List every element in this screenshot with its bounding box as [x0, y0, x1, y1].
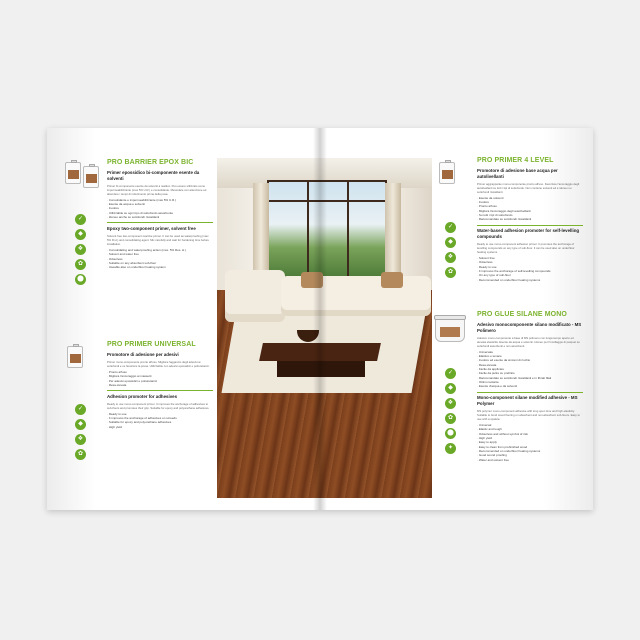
feature-icon: ◆	[75, 229, 86, 240]
list-item: · Utilizzabile su ogni tipo di sottofondo assorbente	[107, 211, 213, 215]
list-item: · High yield	[477, 436, 583, 440]
product-title: PRO PRIMER 4 LEVEL	[477, 157, 554, 164]
list-item: · Suitable for epoxy and polyurethane adhesives	[107, 420, 213, 424]
list-item: · Idoneo anche su sottofondi riscaldanti	[107, 215, 213, 219]
feature-list-it	[477, 196, 583, 222]
list-item: · Raccomandato su sottofondi riscaldanti e in fibrati filati	[477, 376, 583, 380]
product-subtitle-en: Adhesion promoter for adhesives	[107, 393, 178, 399]
feature-list-it	[107, 198, 213, 220]
photo-armchair	[225, 270, 285, 322]
list-item: · On any type of sub-floor	[477, 273, 583, 277]
product-pro-primer-universal	[107, 340, 213, 429]
list-item: · Resa elevata	[107, 383, 213, 387]
list-item: · Per adesivi epossidici e poliuretanici	[107, 379, 213, 383]
list-item: · Elastic and tough	[477, 427, 583, 431]
feature-icon: ✿	[75, 449, 86, 460]
list-item: · Esente da solventi	[477, 196, 583, 200]
list-item: · Ready to use	[107, 412, 213, 416]
list-item: · Consolidating and waterproofing action (max. 5% Res. H.)	[107, 248, 213, 252]
list-item: · Facile da applicare	[477, 367, 583, 371]
feature-icons	[445, 368, 459, 458]
list-item: · Recommended on underfloor heating systems	[477, 278, 583, 282]
list-item: · Pronto all'uso	[107, 370, 213, 374]
product-can-image	[83, 166, 99, 188]
list-item: · Facile da pulire su prefinito	[477, 371, 583, 375]
product-subtitle-en: Epoxy two-component primer, solvent free	[107, 226, 196, 232]
list-item: · Migliora l'ancoraggio ai massetti	[107, 374, 213, 378]
product-can-image	[439, 162, 455, 184]
feature-list-en	[107, 412, 213, 429]
divider	[107, 222, 213, 223]
product-pro-barrier-epox-bic	[107, 158, 213, 270]
list-item: · Odourless and without symbol of risk	[477, 432, 583, 436]
product-body-it: Primer bi-componente esente da solventi a reattivo. Può essere utilizzato come impermeabilizzante (max 5% U.R.) e consolidante. Mescolare con attenzione ed attendere i tempi di indurimento prima della posa.	[107, 183, 207, 196]
list-item: · Water and solvent free	[477, 458, 583, 462]
list-item: · Solvent free	[477, 256, 583, 260]
feature-icon: ✿	[445, 413, 456, 424]
feature-icon: ◆	[75, 419, 86, 430]
list-item: · Easy to apply	[477, 440, 583, 444]
list-item: · It improves the anchorage of adhesives on screeds	[107, 416, 213, 420]
list-item: · Suitable on any absorbent sub-floor	[107, 261, 213, 265]
brochure-spread	[47, 128, 593, 510]
product-subtitle-en: Mono-component silane modified adhesive - MS Polymer	[477, 395, 578, 407]
list-item: · Easy to clean from prefinished wood	[477, 445, 583, 449]
product-bucket-image	[435, 316, 465, 342]
list-item: · Migliora l'ancoraggio degli autolivellanti	[477, 209, 583, 213]
feature-icon: ◆	[445, 383, 456, 394]
photo-sofa	[281, 276, 431, 316]
feature-list-it	[477, 350, 583, 389]
feature-icon: ✓	[75, 404, 86, 415]
list-item: · Recommended on underfloor heating systems	[477, 449, 583, 453]
divider	[107, 390, 213, 391]
product-pro-primer-4-level	[477, 156, 583, 282]
feature-list-en	[477, 256, 583, 282]
feature-icon: ✓	[75, 214, 86, 225]
product-body-en: MS polymer mono-component adhesive with long open time and high elasticity. Suitable to bond wood flooring on absorbent and non-absorbent sub-floors. Easy to use with a spatula.	[477, 408, 580, 421]
list-item: · Elastico e tenace	[477, 354, 583, 358]
list-item: · Inodore	[107, 206, 213, 210]
feature-icon: ❖	[445, 398, 456, 409]
feature-icon: ❖	[445, 252, 456, 263]
feature-icon: ❖	[75, 244, 86, 255]
list-item: · Odourless	[107, 257, 213, 261]
feature-icon: ✦	[445, 443, 456, 454]
product-subtitle-it: Primer epossidico bi-componente esente da solventi	[107, 170, 200, 181]
list-item: · Inodore	[477, 200, 583, 204]
feature-icons	[75, 214, 89, 289]
list-item: · Resa elevata	[477, 363, 583, 367]
product-title: PRO GLUE SILANE MONO	[477, 311, 567, 318]
list-item: · It improves the anchorage of self-levelling compounds	[477, 269, 583, 273]
product-subtitle-it: Promotore di adesione per adesivi	[107, 352, 179, 358]
page-fold	[313, 128, 327, 510]
feature-icon: ✓	[445, 368, 456, 379]
list-item: · Universal	[477, 423, 583, 427]
feature-icons	[75, 404, 89, 464]
photo-window	[267, 180, 387, 278]
list-item: · Pronto all'uso	[477, 204, 583, 208]
product-body-it: Primer mono-componente pronto all'uso. Migliora l'aggancio degli adesivi ai sottofondi e ne favorisce la presa. Utilizzabile con adesivi epossidici e poliuretanici.	[107, 359, 210, 368]
product-title: PRO PRIMER UNIVERSAL	[107, 341, 196, 348]
list-item: · Inodore ed esente da sintomi di rischio	[477, 358, 583, 362]
list-item: · Ready to use	[477, 265, 583, 269]
list-item: · Esente d'acqua e da solventi	[477, 384, 583, 388]
product-subtitle-it: Promotore di adesione base acqua per autolivellanti	[477, 168, 558, 179]
feature-icon: ⬤	[445, 428, 456, 439]
divider	[477, 225, 583, 226]
feature-list-en	[477, 423, 583, 462]
list-item: · Useable also on underfloor heating system	[107, 265, 213, 269]
list-item: · Consolidante e impermeabilizzante (max 5% U.R.)	[107, 198, 213, 202]
list-item: · Odourless	[477, 260, 583, 264]
product-subtitle-en: Water-based adhesion promoter for self-levelling compounds	[477, 228, 580, 240]
list-item: · Good sound proofing	[477, 453, 583, 457]
product-title: PRO BARRIER EPOX BIC	[107, 159, 194, 166]
product-body-en: Solvent free two-component reactive primer. It can be used as waterproofing (max 5% R.H.) and consolidating agent. Mix carefully and wait for hardening time before installation.	[107, 233, 209, 246]
product-body-en: Ready to use mono-component primer. It improves the anchorage of adhesives to sub-floors and promotes their grip. Suitable for epoxy and polyurethane adhesives.	[107, 401, 210, 410]
list-item: · Su tutti i tipi di sottofondo	[477, 213, 583, 217]
product-pro-glue-silane-mono	[477, 310, 583, 462]
list-item: · Universale	[477, 350, 583, 354]
feature-icon: ◆	[445, 237, 456, 248]
divider	[477, 392, 583, 393]
product-can-image	[67, 346, 83, 368]
feature-list-it	[107, 370, 213, 387]
feature-icon: ✿	[75, 259, 86, 270]
feature-icon: ✿	[445, 267, 456, 278]
feature-icon: ✓	[445, 222, 456, 233]
list-item: · Solvent and water free	[107, 252, 213, 256]
list-item: · Raccomandato su sottofondi riscaldanti	[477, 217, 583, 221]
product-body-en: Ready to use mono-component adhesion primer. It promotes the anchorage of levelling compounds on any type of sub-floor. It can be used also on underfloor heating systems.	[477, 241, 575, 254]
list-item: · Esente da acqua e solventi	[107, 202, 213, 206]
feature-list-en	[107, 248, 213, 270]
product-body-it: Adesivo mono-componente a base di MS polimero con lunga tempo aperto ed elevata elasticità. Esente da acqua e solventi. Idoneo per l'incollaggio di parquet su sottofondi assorbenti e non assorbenti.	[477, 335, 580, 348]
feature-icons	[445, 222, 459, 282]
product-body-it: Primer aggrappante mono-componente pronto all'uso. Favorisce l'ancoraggio degli autolivellanti su tutti i tipi di sottofondo. Non contiene solventi ed è idoneo su sottofondi riscaldanti.	[477, 181, 580, 194]
feature-icon: ⬤	[75, 274, 86, 285]
list-item: · Ottimo isolante	[477, 380, 583, 384]
list-item: · High yield	[107, 425, 213, 429]
feature-icon: ❖	[75, 434, 86, 445]
product-subtitle-it: Adesivo monocomponente silano modificato - MS Polimero	[477, 322, 582, 333]
product-can-image	[65, 162, 81, 184]
